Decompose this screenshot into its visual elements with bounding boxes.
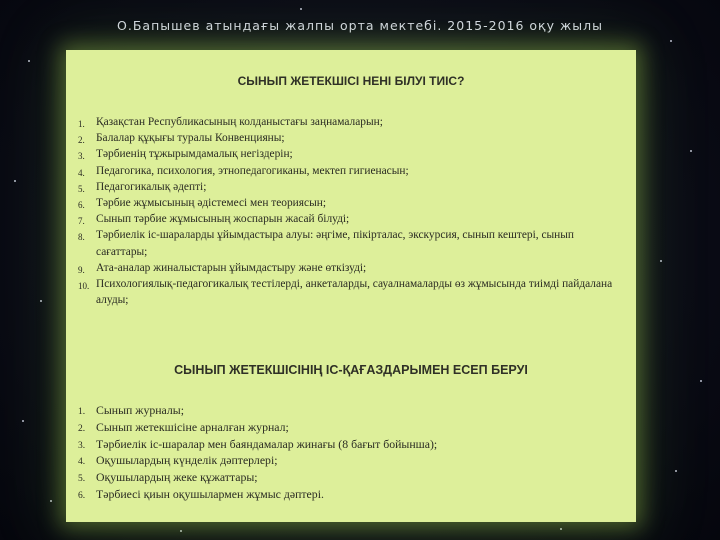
section1-title: СЫНЫП ЖЕТЕКШІСІ НЕНІ БІЛУІ ТИІС? bbox=[237, 74, 465, 88]
list-item bbox=[78, 211, 614, 227]
item-number: 4. bbox=[78, 167, 85, 178]
star bbox=[14, 180, 16, 182]
item-text: Тәрбиелік іс-шараларды ұйымдастыра алуы: әңгіме, пікірталас, экскурсия, сынып кештері, сынып сағаттары; bbox=[96, 229, 575, 258]
star bbox=[40, 300, 42, 302]
list-item bbox=[78, 260, 614, 276]
item-text: Сынып жетекшісіне арналған журнал; bbox=[96, 419, 289, 434]
item-number: 5. bbox=[78, 183, 85, 194]
star bbox=[22, 420, 24, 422]
slide-header: О.Бапышев атындағы жалпы орта мектебі. 2015-2016 оқу жылы bbox=[117, 18, 603, 33]
list-item bbox=[78, 469, 614, 486]
list-item bbox=[78, 146, 614, 162]
list-item bbox=[78, 114, 614, 130]
item-text: Сынып тәрбие жұмысының жоспарын жасай білуді; bbox=[96, 213, 350, 226]
item-number: 7. bbox=[78, 216, 85, 227]
star bbox=[180, 530, 182, 532]
item-number: 2. bbox=[78, 423, 86, 434]
list-item bbox=[78, 227, 614, 259]
item-number: 2. bbox=[78, 135, 85, 146]
item-text: Қазақстан Республикасының колданыстағы заңнамаларын; bbox=[96, 116, 383, 128]
list-item bbox=[78, 486, 614, 503]
section1-list bbox=[78, 114, 614, 308]
item-text: Педагогикалық әдепті; bbox=[96, 180, 207, 193]
star bbox=[50, 500, 52, 502]
item-number: 1. bbox=[78, 407, 86, 417]
star bbox=[670, 40, 672, 42]
list-item bbox=[78, 179, 614, 195]
star bbox=[660, 260, 662, 262]
item-number: 10. bbox=[78, 281, 90, 292]
list-item bbox=[78, 163, 614, 179]
item-number: 8. bbox=[78, 232, 85, 243]
star bbox=[675, 470, 677, 472]
item-text: Психологиялық-педагогикалық тестілерді, анкеталарды, сауалнамаларды өз жұмысында тиімді пайдалана алуды; bbox=[96, 278, 613, 307]
star bbox=[28, 60, 30, 62]
list-item bbox=[78, 195, 614, 211]
item-text: Тәрбиелік іс-шаралар мен баяндамалар жинағы (8 бағыт бойынша); bbox=[96, 436, 438, 451]
item-number: 5. bbox=[78, 474, 86, 485]
list-item bbox=[78, 402, 614, 419]
star bbox=[560, 528, 562, 530]
item-number: 3. bbox=[78, 440, 86, 451]
item-number: 4. bbox=[78, 457, 86, 468]
section2-title: СЫНЫП ЖЕТЕКШІСІНІҢ ІС-ҚАҒАЗДАРЫМЕН ЕСЕП БЕРУІ bbox=[174, 363, 528, 377]
section2-list bbox=[78, 402, 614, 503]
document-sheet bbox=[66, 50, 636, 522]
list-item bbox=[78, 130, 614, 146]
item-text: Оқушылардың жеке құжаттары; bbox=[96, 470, 258, 485]
star bbox=[300, 8, 302, 10]
star bbox=[690, 150, 692, 152]
item-text: Оқушылардың күнделік дәптерлері; bbox=[96, 453, 278, 468]
list-item bbox=[78, 452, 614, 469]
item-text: Тәрбие жұмысының әдістемесі мен теориясын; bbox=[96, 197, 326, 210]
item-number: 3. bbox=[78, 151, 85, 162]
item-text: Балалар құқығы туралы Конвенцияны; bbox=[96, 132, 285, 145]
item-number: 1. bbox=[78, 119, 85, 129]
item-text: Сынып журналы; bbox=[96, 403, 184, 417]
item-text: Тәрбиенің тұжырымдамалық негіздерін; bbox=[96, 148, 293, 161]
list-item bbox=[78, 276, 614, 308]
item-number: 6. bbox=[78, 490, 86, 501]
item-number: 9. bbox=[78, 264, 85, 275]
list-item bbox=[78, 436, 614, 453]
item-text: Педагогика, психология, этнопедагогиканы, мектеп гигиенасын; bbox=[96, 164, 409, 177]
item-text: Ата-аналар жиналыстарын ұйымдастыру және өткізуді; bbox=[96, 261, 367, 274]
star bbox=[700, 380, 702, 382]
list-item bbox=[78, 419, 614, 436]
item-number: 6. bbox=[78, 200, 85, 211]
item-text: Тәрбиесі қиын оқушылармен жұмыс дәптері. bbox=[96, 486, 324, 501]
